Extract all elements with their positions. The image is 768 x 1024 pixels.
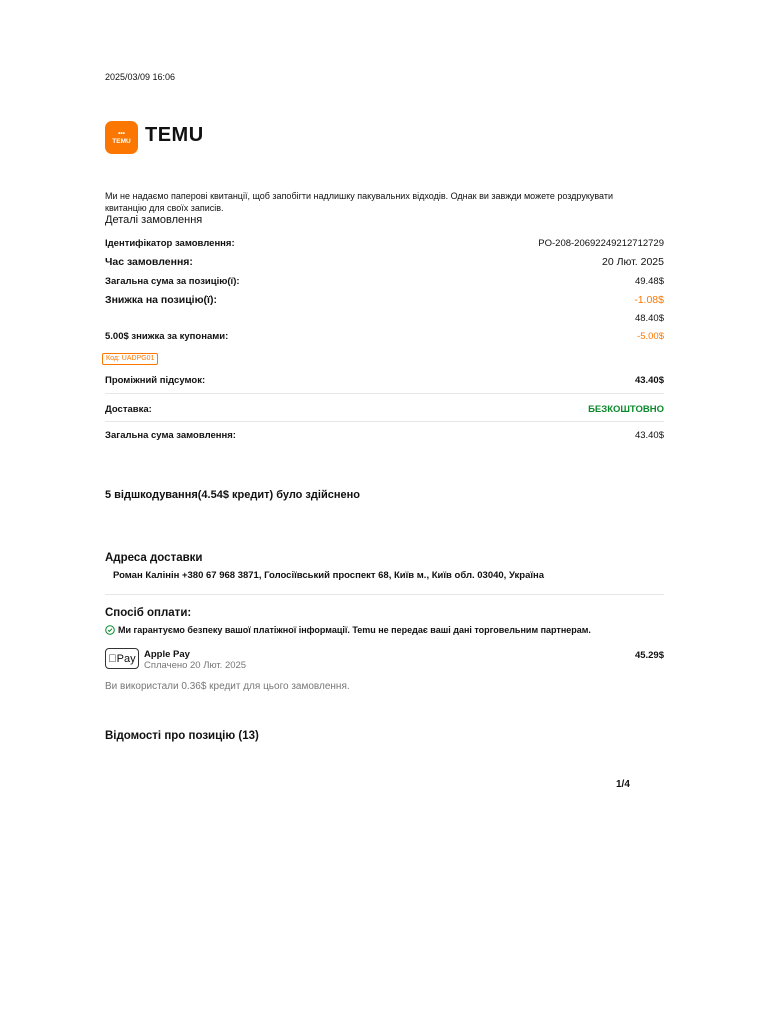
coupon-label: 5.00$ знижка за купонами: [105,331,229,342]
subtotal-row [105,375,664,386]
item-discount-row [105,294,664,306]
subtotal-value: 43.40$ [634,375,664,386]
shipping-address-title: Адреса доставки [105,552,203,564]
items-section-title: Відомості про позицію (13) [105,730,259,742]
coupon-code-tag: Код: UADPG01 [102,353,158,365]
payment-amount: 45.29$ [634,650,664,661]
item-discount-label: Знижка на позицію(ї): [105,294,218,306]
shipping-label: Доставка: [105,404,152,415]
payment-date: Сплачено 20 Лют. 2025 [144,660,247,671]
refund-notice: 5 відшкодування(4.54$ кредит) було здійснено [105,489,360,501]
item-discount-value: -1.08$ [634,294,664,306]
items-total-value: 49.48$ [634,276,664,287]
print-datetime: 2025/03/09 16:06 [105,72,176,82]
temu-logo-icon: ••• TEMU [105,121,138,154]
credit-used-note: Ви використали 0.36$ кредит для цього замовлення. [105,681,350,692]
after-discount-value: 48.40$ [634,313,664,324]
divider [105,421,664,422]
coupon-row [105,331,664,342]
paperless-notice: Ми не надаємо паперові квитанції, щоб запобігти надлишку пакувальних відходів. Однак ви завжди можете роздрукувати квитанцію для своїх записів. [105,191,614,213]
order-time-value: 20 Лют. 2025 [602,256,664,268]
payment-guarantee-text: Ми гарантуємо безпеку вашої платіжної інформації. Temu не передає ваші дані торговельним партнерам. [118,625,591,635]
items-total-label: Загальна сума за позицію(ї): [105,276,240,287]
apple-pay-logo-icon: Pay [105,648,139,669]
items-total-row [105,276,664,287]
order-details-title: Деталі замовлення [105,214,203,226]
subtotal-label: Проміжний підсумок: [105,375,206,386]
order-id-label: Ідентифікатор замовлення: [105,238,235,249]
order-id-value: PO-208-20692249212712729 [538,238,664,249]
order-time-label: Час замовлення: [105,256,193,268]
order-time-row [105,256,664,268]
temu-wordmark: TEMU [145,124,204,146]
shipping-address-text: Роман Калінін +380 67 968 3871, Голосіївський проспект 68, Київ м., Київ обл. 03040, Україна [113,570,545,581]
divider [105,594,664,595]
order-total-row [105,430,664,441]
order-total-label: Загальна сума замовлення: [105,430,236,441]
divider [105,393,664,394]
payment-method-name: Apple Pay [144,649,190,660]
payment-guarantee [105,625,591,635]
order-id-row [105,238,664,249]
page-number: 1/4 [616,779,630,790]
coupon-value: -5.00$ [637,331,664,342]
shipping-row [105,404,664,415]
shipping-value: БЕЗКОШТОВНО [588,404,664,415]
payment-method-title: Спосіб оплати: [105,607,192,619]
order-total-value: 43.40$ [634,430,664,441]
shield-check-icon [105,625,115,635]
